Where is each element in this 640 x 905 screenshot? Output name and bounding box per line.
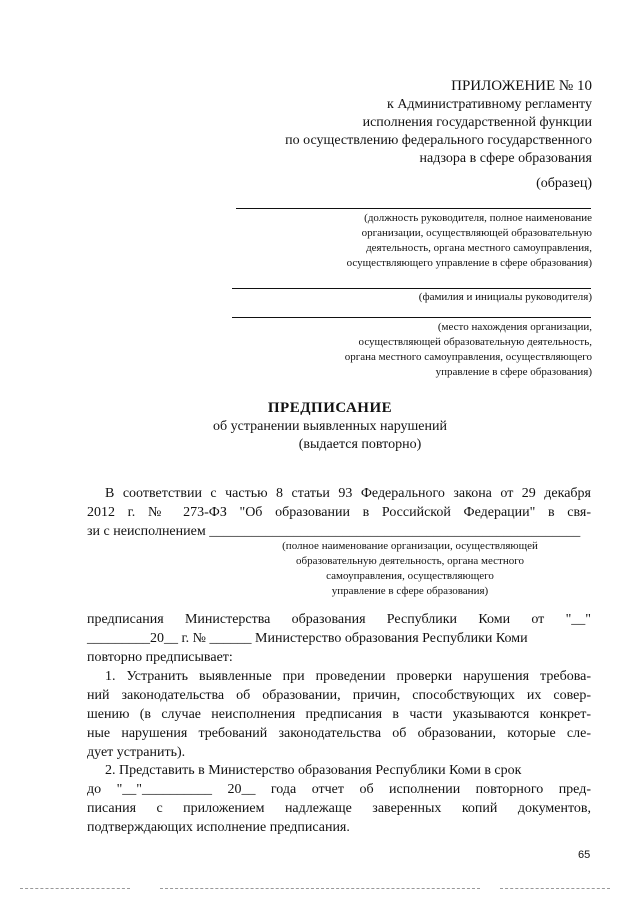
text-line: 2. Представить в Министерство образования Республики Коми в срок: [105, 763, 522, 778]
text-line: ний законодательства об образовании, причин, способствующих их совер-: [87, 688, 591, 703]
appendix-line: по осуществлению федерального государственного: [285, 133, 592, 148]
location-caption: [252, 320, 592, 380]
caption-line: органа местного самоуправления, осуществляющего: [344, 351, 592, 363]
appendix-header: [192, 76, 592, 168]
scan-artifact: [20, 888, 130, 889]
blank-line: [236, 208, 591, 209]
text-line: 2012 г. № 273-ФЗ "Об образовании в Российской Федерации" в свя-: [87, 505, 591, 520]
text-line: зи с неисполнением _____________________________________________________: [87, 524, 581, 539]
sample-label: (образец): [536, 176, 592, 191]
main-paragraph: [87, 610, 591, 667]
caption-line: осуществляющего управление в сфере образования): [346, 257, 592, 269]
caption-line: организации, осуществляющей образовательную: [361, 227, 592, 239]
caption-line: управление в сфере образования): [331, 585, 489, 597]
caption-line: самоуправления, осуществляющего: [326, 570, 494, 582]
text-line: В соответствии с частью 8 статьи 93 Федерального закона от 29 декабря: [105, 486, 591, 501]
scan-artifact: [500, 888, 610, 889]
caption-line: управление в сфере образования): [435, 366, 592, 378]
blank-line: [232, 317, 591, 318]
text-line: повторно предписывает:: [87, 650, 233, 665]
text-line: подтверждающих исполнение предписания.: [87, 820, 350, 835]
text-line: дует устранить).: [87, 745, 186, 760]
title-sub: об устранении выявленных нарушений: [213, 419, 447, 434]
text-line: шению (в случае неисполнения предписания в части указываются конкрет-: [87, 707, 591, 722]
text-line: предписания Министерства образования Республики Коми от "__": [87, 612, 591, 627]
caption-line: образовательную деятельность, органа местного: [296, 555, 524, 567]
text-line: до "__"__________ 20__ года отчет об исполнении повторного пред-: [87, 782, 591, 797]
text-line: ные нарушения требований законодательства об образовании, которые сле-: [87, 726, 591, 741]
title-sub: (выдается повторно): [298, 437, 422, 452]
caption-line: осуществляющей образовательную деятельность,: [358, 336, 592, 348]
text-line: 1. Устранить выявленные при проведении проверки нарушения требова-: [105, 669, 591, 684]
caption-line: деятельность, органа местного самоуправления,: [366, 242, 592, 254]
text-line: писания с приложением надлежаще заверенных копий документов,: [87, 801, 591, 816]
title-main: ПРЕДПИСАНИЕ: [267, 400, 393, 416]
caption-line: (полное наименование организации, осуществляющей: [282, 540, 538, 552]
text-line: _________20__ г. № ______ Министерство образования Республики Коми: [87, 631, 528, 646]
scan-artifact: [160, 888, 480, 889]
name-caption: (фамилия и инициалы руководителя): [418, 291, 592, 303]
page-number: 65: [578, 849, 591, 861]
caption-line: (должность руководителя, полное наименование: [364, 212, 592, 224]
appendix-title: ПРИЛОЖЕНИЕ № 10: [451, 78, 592, 94]
appendix-line: к Административному регламенту: [387, 97, 592, 112]
appendix-line: исполнения государственной функции: [362, 115, 592, 130]
item-1: [87, 667, 591, 762]
document-title: [0, 399, 640, 454]
blank-line: [232, 288, 591, 289]
position-caption: [252, 211, 592, 271]
intro-paragraph: [87, 484, 591, 541]
item-2: [87, 761, 591, 837]
caption-line: (место нахождения организации,: [437, 321, 592, 333]
appendix-line: надзора в сфере образования: [419, 151, 592, 166]
org-caption: [230, 539, 590, 599]
